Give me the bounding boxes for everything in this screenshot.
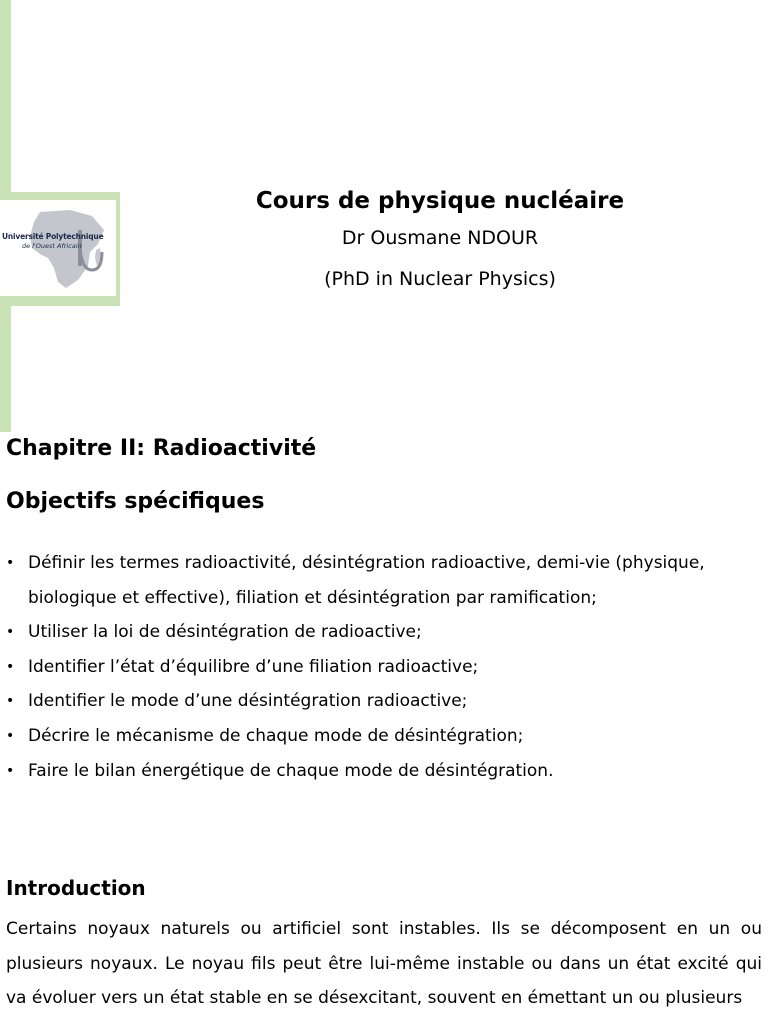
objective-text: Identifier l’état d’équilibre d’une filiation radioactive;: [28, 656, 479, 677]
university-logo: [0, 192, 120, 306]
bullet-icon: •: [6, 727, 15, 744]
objective-item: [0, 684, 760, 719]
objective-text: Utiliser la loi de désintégration de radioactive;: [28, 622, 422, 643]
objective-item: [0, 754, 760, 789]
objectives-heading: Objectifs spécifiques: [6, 489, 265, 514]
objective-item: [0, 719, 760, 754]
objective-item: [0, 615, 760, 650]
introduction-paragraph: Certains noyaux naturels ou artificiel sont instables. Ils se décomposent en un ou plusieurs noyaux. Le noyau fils peut être lui-même instable ou dans un état excité qui va évoluer vers un état stable en se désexcitant, souvent en émettant un ou plusieurs: [6, 919, 762, 1008]
title-block: [120, 184, 760, 300]
chapter-title: Chapitre II: Radioactivité: [6, 436, 317, 461]
logo-image: [0, 200, 116, 296]
objective-text: Décrire le mécanisme de chaque mode de désintégration;: [28, 725, 524, 746]
objective-item: [0, 546, 760, 615]
decorative-bar-top: [0, 0, 11, 192]
bullet-icon: •: [6, 762, 15, 779]
objective-text: Définir les termes radioactivité, désintégration radioactive, demi-vie (physique, biologique et effective), filiation et désintégration par ramification;: [28, 553, 705, 608]
objective-item: [0, 650, 760, 685]
objectives-list: [0, 546, 760, 788]
objective-text: Faire le bilan énergétique de chaque mode de désintégration.: [28, 760, 554, 781]
bullet-icon: •: [6, 555, 15, 571]
bullet-icon: •: [6, 624, 15, 641]
logo-line-2: de l'Ouest Africain: [22, 242, 82, 250]
introduction-heading: Introduction: [6, 876, 146, 900]
logo-line-1: Université Polytechnique: [2, 232, 104, 241]
objective-text: Identifier le mode d’une désintégration radioactive;: [28, 691, 468, 712]
author-name: Dr Ousmane NDOUR: [341, 227, 539, 249]
course-title: Cours de physique nucléaire: [255, 188, 625, 214]
bullet-icon: •: [6, 658, 15, 675]
bullet-icon: •: [6, 693, 15, 710]
decorative-bar-bottom: [0, 306, 11, 432]
author-credential: (PhD in Nuclear Physics): [324, 268, 556, 290]
